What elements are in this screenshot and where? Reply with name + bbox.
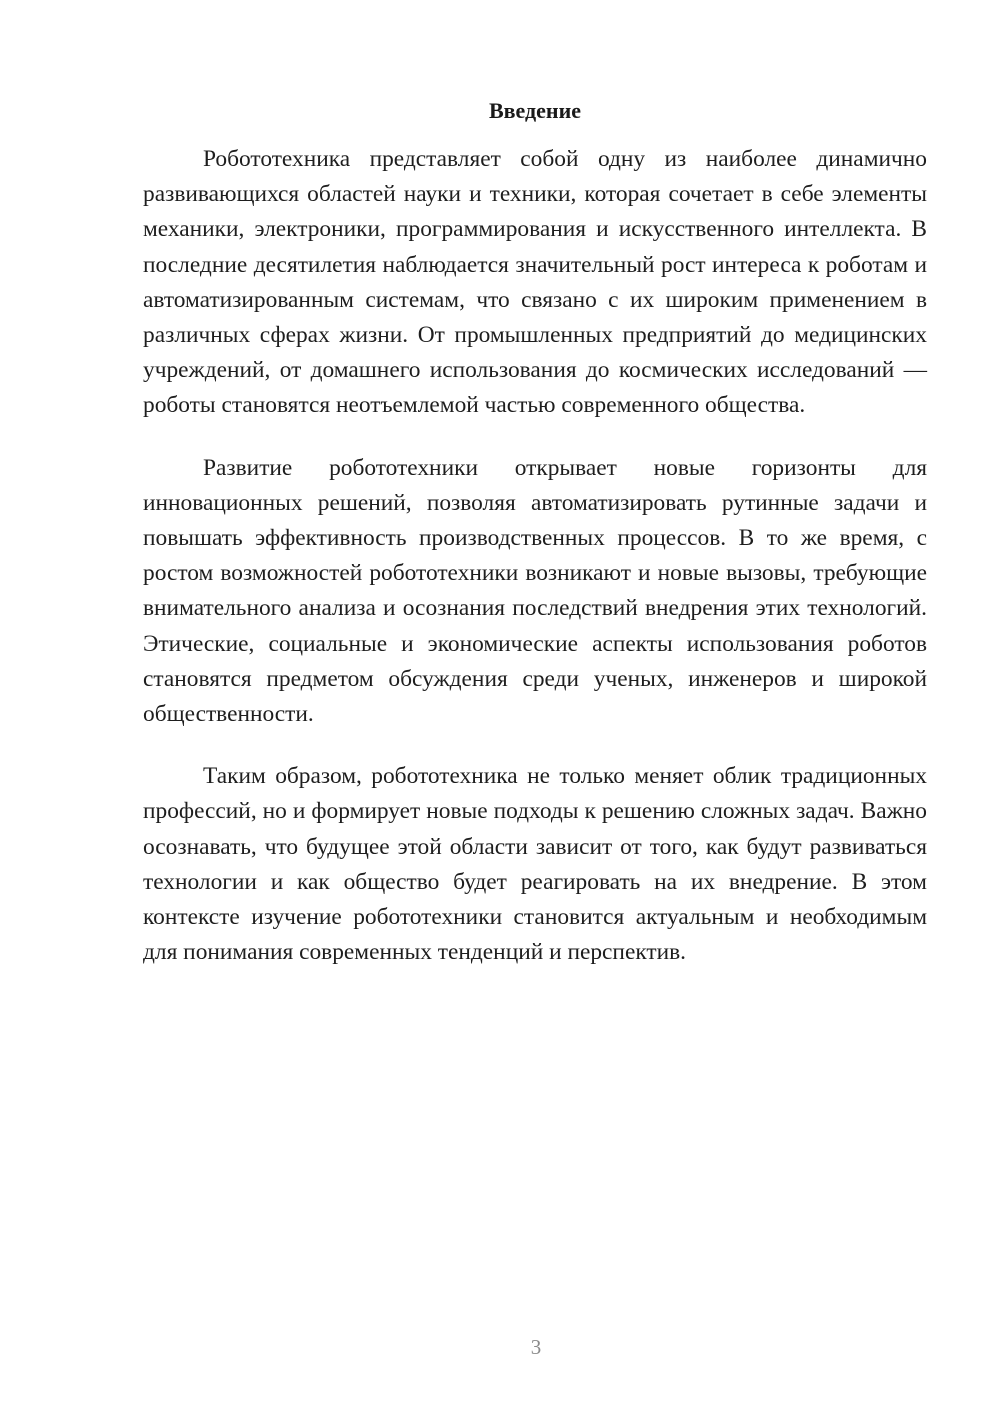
section-title: Введение — [488, 98, 582, 123]
paragraph-1: Робототехника представляет собой одну из наиболее динамично развивающихся областей науки и техники, которая сочетает в себе элементы механики, электроники, программирования и искусственного интеллекта. В последние десятилетия наблюдается значительный рост интереса к роботам и автоматизированным системам, что связано с их широким применением в различных сферах жизни. От промышленных предприятий до медицинских учреждений, от домашнего использования до космических исследований — роботы становятся неотъемлемой частью современного общества. — [143, 146, 927, 419]
paragraph-3: Таким образом, робототехника не только меняет облик традиционных профессий, но и формирует новые подходы к решению сложных задач. Важно осознавать, что будущее этой области зависит от того, как будут развиваться технологии и как общество будет реагировать на их внедрение. В этом контексте изучение робототехники становится актуальным и необходимым для понимания современных тенденций и перспектив. — [143, 763, 927, 966]
page-number: 3 — [530, 1335, 542, 1359]
paragraph-2: Развитие робототехники открывает новые горизонты для инновационных решений, позволяя автоматизировать рутинные задачи и повышать эффективность производственных процессов. В то же время, с ростом возможностей робототехники возникают и новые вызовы, требующие внимательного анализа и осознания последствий внедрения этих технологий. Этические, социальные и экономические аспекты использования роботов становятся предметом обсуждения среди ученых, инженеров и широкой общественности. — [143, 454, 927, 728]
body-text — [143, 142, 927, 997]
